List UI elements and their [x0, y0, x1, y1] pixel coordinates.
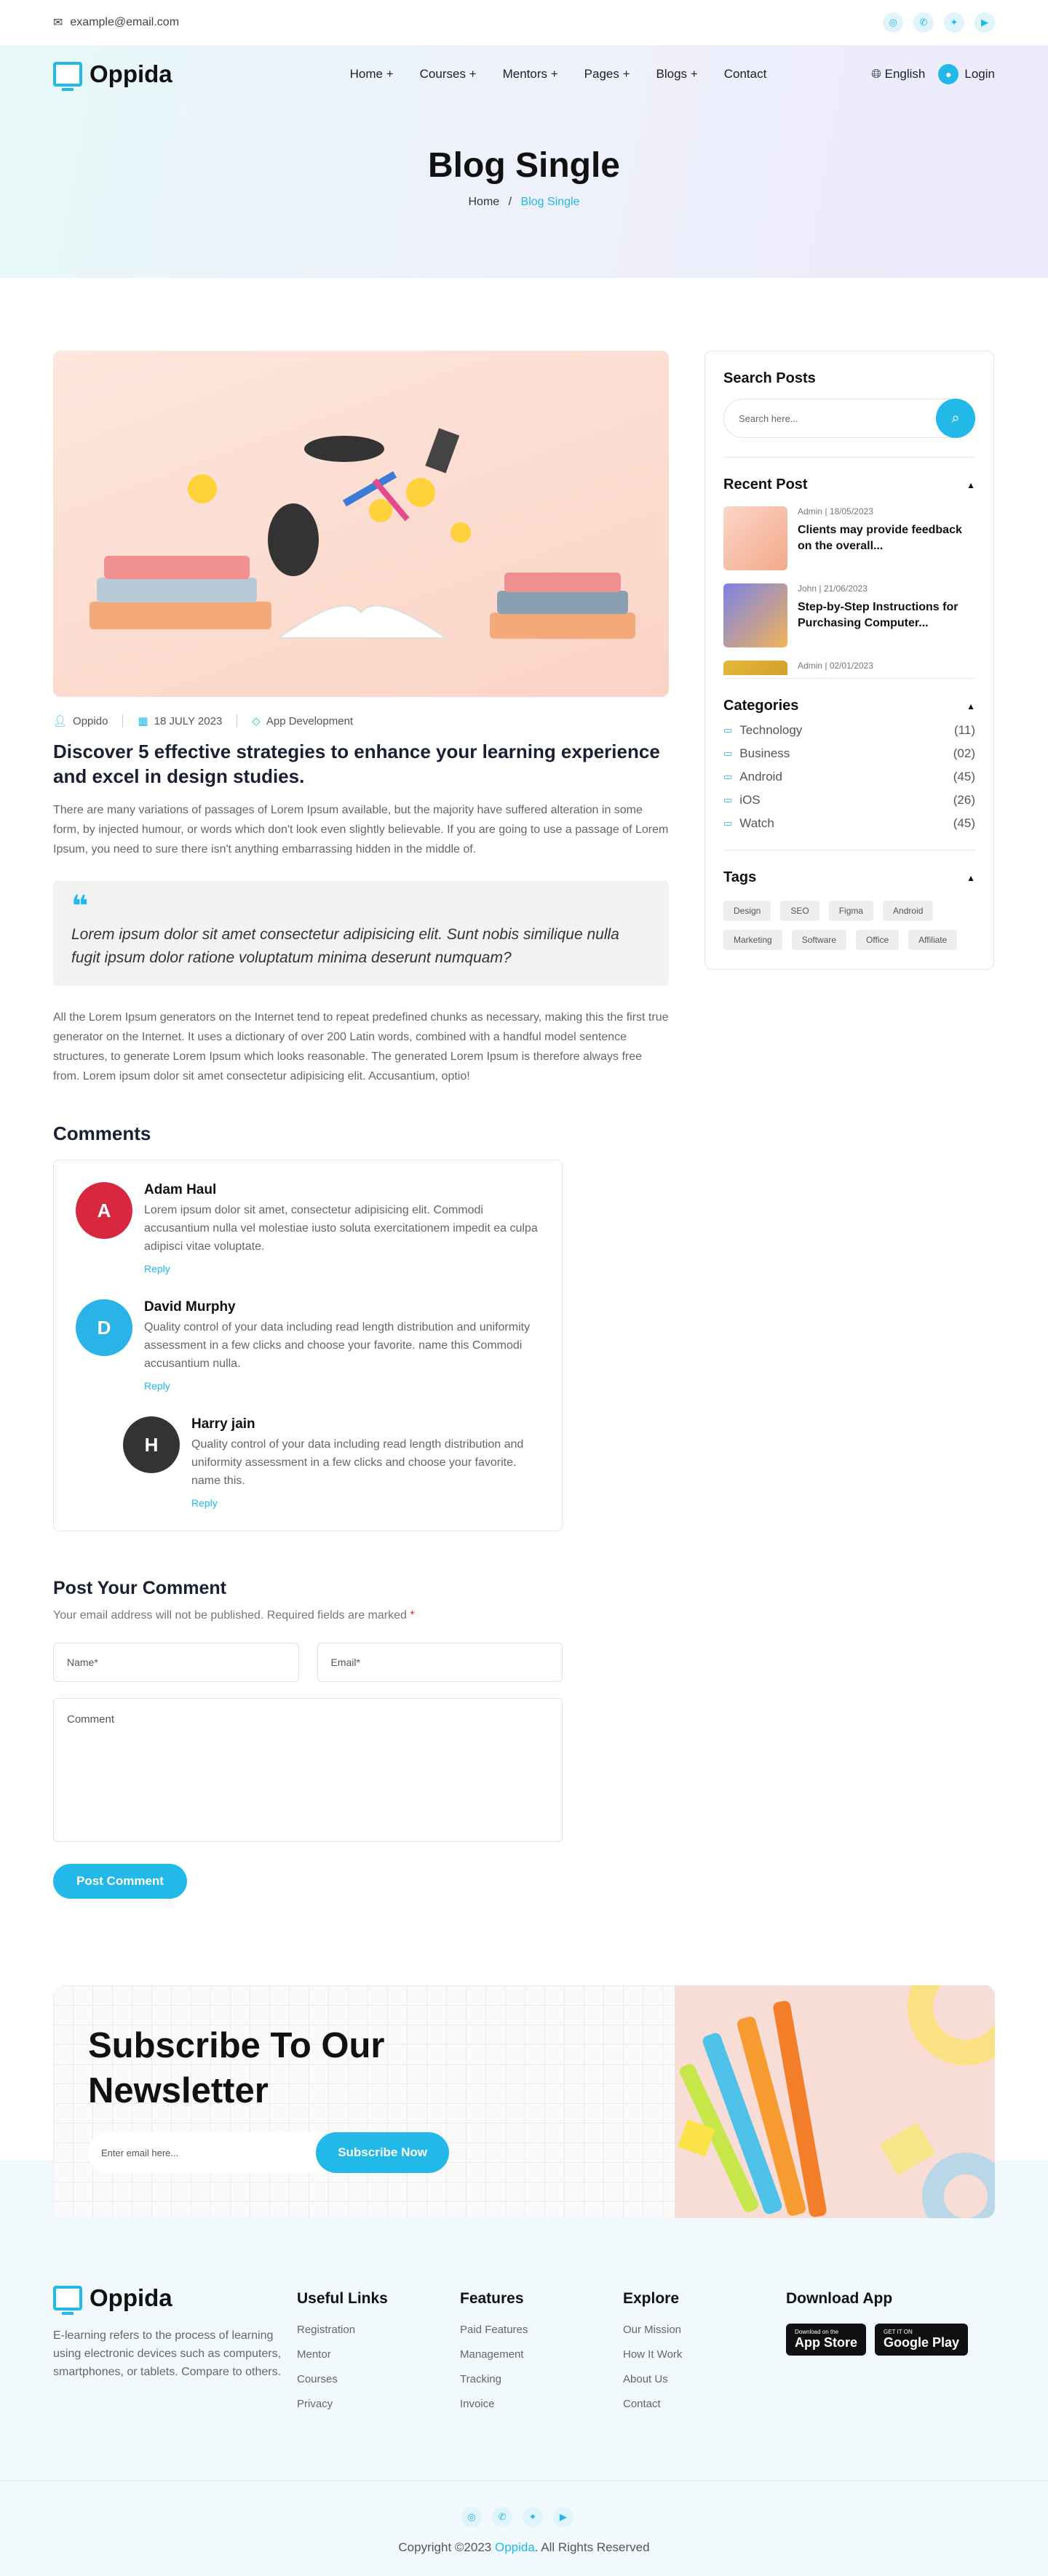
- recent-post-list: [723, 493, 975, 675]
- breadcrumb: [0, 196, 1048, 209]
- user-icon: 👤︎: [53, 715, 68, 727]
- footer-link[interactable]: Privacy: [297, 2398, 333, 2410]
- quote-icon: ❝: [71, 890, 89, 922]
- reply-link[interactable]: Reply: [144, 1380, 170, 1392]
- nav-right: [871, 64, 995, 84]
- name-field[interactable]: Name*: [53, 1643, 299, 1682]
- folder-icon: ▭: [723, 725, 733, 735]
- copyright: Copyright ©2023 Oppida. All Rights Reserved: [398, 2540, 650, 2554]
- folder-icon: ▭: [723, 771, 733, 782]
- footer-column-features: Features Paid Features Management Tracking Invoice: [460, 2290, 623, 2423]
- tag[interactable]: Android: [883, 901, 933, 921]
- footer-link[interactable]: Our Mission: [623, 2324, 682, 2336]
- post-author[interactable]: 👤︎ Oppido: [53, 714, 108, 727]
- divider: [723, 678, 975, 679]
- hero-section: [0, 45, 1048, 278]
- avatar: H: [123, 1416, 180, 1473]
- top-bar: [0, 0, 1048, 45]
- footer-column-explore: Explore Our Mission How It Work About Us Contact: [623, 2290, 786, 2423]
- twitter-icon[interactable]: ✦: [523, 2507, 543, 2527]
- required-mark: *: [410, 1609, 415, 1622]
- folder-icon: ▭: [723, 794, 733, 805]
- avatar: D: [76, 1299, 132, 1356]
- breadcrumb-current: Blog Single: [520, 196, 580, 208]
- post-meta: [53, 714, 669, 727]
- comment-reply: [123, 1416, 540, 1509]
- nav-menu: [350, 67, 767, 81]
- comment: [76, 1182, 540, 1275]
- books-illustration: [53, 351, 669, 697]
- footer-link[interactable]: Tracking: [460, 2373, 501, 2385]
- email-field[interactable]: Email*: [317, 1643, 563, 1682]
- category-item[interactable]: ▭ Watch (45): [723, 816, 975, 830]
- recent-post-meta: John | 21/06/2023: [798, 583, 868, 594]
- app-store-button[interactable]: Download on the App Store: [786, 2324, 866, 2356]
- comment-text: Quality control of your data including read length distribution and uniformity assessment in a few clicks and choose your favorite. name this Commodi accusantium nulla.: [144, 1321, 531, 1370]
- form-row: [53, 1643, 563, 1682]
- comments-list: [53, 1160, 563, 1531]
- footer-description: E-learning refers to the process of learning using electronic devices such as computers, smartphones, or tablets. Compare to others.: [53, 2329, 282, 2378]
- footer-link[interactable]: Mentor: [297, 2348, 331, 2361]
- search-title: Search Posts: [723, 370, 816, 386]
- footer-link[interactable]: Registration: [297, 2324, 356, 2336]
- tag[interactable]: Marketing: [723, 930, 782, 950]
- youtube-icon[interactable]: ▶: [553, 2507, 573, 2527]
- breadcrumb-home[interactable]: Home: [468, 196, 500, 208]
- reply-link[interactable]: Reply: [191, 1497, 218, 1509]
- recent-post-thumbnail: [723, 506, 787, 570]
- comment-form: [53, 1578, 669, 1899]
- login-button[interactable]: ● Login: [938, 64, 995, 84]
- recent-post-title: Clients may provide feedback on the overall...: [798, 524, 962, 552]
- tags-header[interactable]: Tags ▲: [723, 869, 975, 885]
- footer-link[interactable]: Management: [460, 2348, 524, 2361]
- folder-icon: ▭: [723, 818, 733, 829]
- recent-post-thumbnail: [723, 661, 787, 675]
- search-icon: ⌕: [951, 410, 960, 426]
- monitor-logo-icon: [53, 2286, 82, 2310]
- footer-link[interactable]: Courses: [297, 2373, 338, 2385]
- footer-link[interactable]: Paid Features: [460, 2324, 528, 2336]
- tag[interactable]: Figma: [829, 901, 873, 921]
- logo[interactable]: Oppida: [53, 60, 172, 88]
- subscribe-button[interactable]: Subscribe Now: [316, 2132, 449, 2173]
- divider: [723, 457, 975, 458]
- monitor-logo-icon: [53, 62, 82, 87]
- tag[interactable]: Affiliate: [908, 930, 957, 950]
- tag-list: [723, 901, 975, 950]
- chevron-up-icon: ▲: [966, 872, 975, 883]
- contact-email[interactable]: ✉ example@email.com: [53, 16, 180, 29]
- search-input[interactable]: Search here...: [739, 412, 798, 424]
- instagram-icon[interactable]: ◎: [883, 12, 903, 33]
- newsletter-form: [88, 2132, 449, 2173]
- comment-author: Adam Haul: [144, 1182, 217, 1197]
- footer-about: [53, 2284, 297, 2423]
- recent-post-header[interactable]: Recent Post ▲: [723, 476, 975, 493]
- footer-social-links: [461, 2507, 573, 2527]
- tag[interactable]: SEO: [780, 901, 819, 921]
- comment-textarea[interactable]: Comment: [53, 1698, 563, 1842]
- whatsapp-icon[interactable]: ✆: [492, 2507, 512, 2527]
- newsletter-email-input[interactable]: Enter email here...: [101, 2147, 179, 2158]
- category-item[interactable]: ▭ Technology (11): [723, 723, 975, 737]
- pencils-illustration: [675, 1985, 995, 2218]
- category-item[interactable]: ▭ Business (02): [723, 746, 975, 760]
- footer-link[interactable]: About Us: [623, 2373, 668, 2385]
- breadcrumb-separator: /: [508, 196, 512, 208]
- nav-item-blogs[interactable]: Blogs +: [656, 67, 698, 81]
- footer-column-useful-links: Useful Links Registration Mentor Courses Privacy: [297, 2290, 460, 2423]
- search-button[interactable]: [936, 399, 975, 438]
- social-links: [883, 12, 995, 33]
- nav-item-home[interactable]: Home +: [349, 67, 394, 81]
- recent-post-item[interactable]: [723, 583, 975, 647]
- newsletter-title: Subscribe To Our Newsletter: [88, 2026, 385, 2110]
- sidebar: [704, 351, 994, 970]
- avatar: A: [76, 1182, 132, 1239]
- footer: [53, 2284, 995, 2423]
- post-date: ▦ 18 JULY 2023: [138, 714, 223, 727]
- footer-link[interactable]: Invoice: [460, 2398, 495, 2410]
- user-icon: ●: [938, 64, 958, 84]
- mail-icon: ✉: [53, 17, 63, 29]
- categories-header[interactable]: Categories ▲: [723, 698, 975, 714]
- comment: [76, 1299, 540, 1392]
- nav-item-mentors[interactable]: Mentors +: [502, 67, 558, 81]
- google-play-button[interactable]: GET IT ON Google Play: [875, 2324, 968, 2356]
- instagram-icon[interactable]: ◎: [461, 2507, 482, 2527]
- post-intro: There are many variations of passages of Lorem Ipsum available, but the majority have suffered alteration in some form, by injected humour, or words which don't look even slightly believable. If you are going to use a passage of Lorem Ipsum, you need to sure there isn't anything embarrassing hidden in the middle of.: [53, 804, 669, 856]
- tag-icon: ◇: [252, 715, 261, 727]
- meta-divider: [122, 714, 123, 727]
- recent-post-item[interactable]: [723, 661, 975, 675]
- chevron-up-icon: ▲: [966, 479, 975, 490]
- comment-text: Quality control of your data including read length distribution and uniformity assessment in a few clicks and choose your favorite. name this.: [191, 1438, 524, 1487]
- comment-author: David Murphy: [144, 1299, 236, 1315]
- newsletter-banner: [53, 1985, 995, 2218]
- comment-text: Lorem ipsum dolor sit amet, consectetur adipisicing elit. Commodi accusantium nulla vel molestiae iusto soluta exercitationem impedit ea culpa adipisci vitae voluptate.: [144, 1204, 538, 1253]
- recent-post-title: Step-by-Step Instructions for Purchasing Computer...: [798, 601, 958, 629]
- footer-link[interactable]: Contact: [623, 2398, 661, 2410]
- calendar-icon: ▦: [138, 715, 148, 727]
- recent-post-meta: Admin | 18/05/2023: [798, 506, 873, 517]
- footer-link[interactable]: How It Work: [623, 2348, 683, 2361]
- recent-post-thumbnail: [723, 583, 787, 647]
- footer-download: Download App Download on the App Store GET IT ON Google Play: [786, 2290, 977, 2423]
- copyright-brand-link[interactable]: Oppida: [494, 2540, 535, 2554]
- form-title: Post Your Comment: [53, 1578, 226, 1598]
- twitter-icon[interactable]: ✦: [944, 12, 964, 33]
- blockquote: [53, 881, 669, 986]
- recent-post-item[interactable]: [723, 506, 975, 570]
- folder-icon: ▭: [723, 748, 733, 759]
- post-body: All the Lorem Ipsum generators on the Internet tend to repeat predefined chunks as necessary, making this the first true generator on the Internet. It uses a dictionary of over 200 Latin words, combined with a handful model sentence structures, to generate Lorem Ipsum which looks reasonable. The generated Lorem Ipsum is therefore always free from. Lorem ipsum dolor sit amet consectetur adipisicing elit. Accusantium, optio!: [53, 1011, 669, 1082]
- reply-link[interactable]: Reply: [144, 1263, 170, 1275]
- comments-title: Comments: [53, 1122, 151, 1144]
- whatsapp-icon[interactable]: ✆: [913, 12, 934, 33]
- nav-item-pages[interactable]: Pages +: [584, 67, 630, 81]
- post-content: [53, 351, 669, 1899]
- nav-item-contact[interactable]: Contact: [723, 67, 767, 81]
- category-item[interactable]: ▭ iOS (26): [723, 793, 975, 807]
- search-box: [723, 399, 975, 438]
- form-note: Your email address will not be published. Required fields are marked *: [53, 1609, 415, 1622]
- globe-icon: 🌐︎: [871, 67, 885, 81]
- comment-author: Harry jain: [191, 1416, 255, 1432]
- nav-item-courses[interactable]: Courses +: [419, 67, 477, 81]
- main-nav: [0, 45, 1048, 103]
- post-comment-button[interactable]: Post Comment: [53, 1864, 187, 1899]
- recent-post-meta: Admin | 02/01/2023: [798, 661, 873, 671]
- language-selector[interactable]: 🌐︎ English: [871, 67, 926, 81]
- featured-image: [53, 351, 669, 697]
- tag[interactable]: Design: [723, 901, 771, 921]
- quote-text: Lorem ipsum dolor sit amet consectetur adipisicing elit. Sunt nobis similique nulla fugit ipsum dolor ratione voluptatum minima deserunt numquam?: [71, 926, 619, 966]
- tag[interactable]: Software: [792, 930, 846, 950]
- chevron-up-icon: ▲: [966, 701, 975, 711]
- category-list: [723, 723, 975, 831]
- category-item[interactable]: ▭ Android (45): [723, 770, 975, 783]
- footer-logo[interactable]: Oppida: [53, 2284, 297, 2312]
- post-category[interactable]: ◇ App Development: [252, 714, 354, 727]
- tag[interactable]: Office: [856, 930, 899, 950]
- post-title: Discover 5 effective strategies to enhance your learning experience and excel in design studies.: [53, 741, 660, 787]
- page-title: Blog Single: [428, 146, 620, 185]
- youtube-icon[interactable]: ▶: [974, 12, 995, 33]
